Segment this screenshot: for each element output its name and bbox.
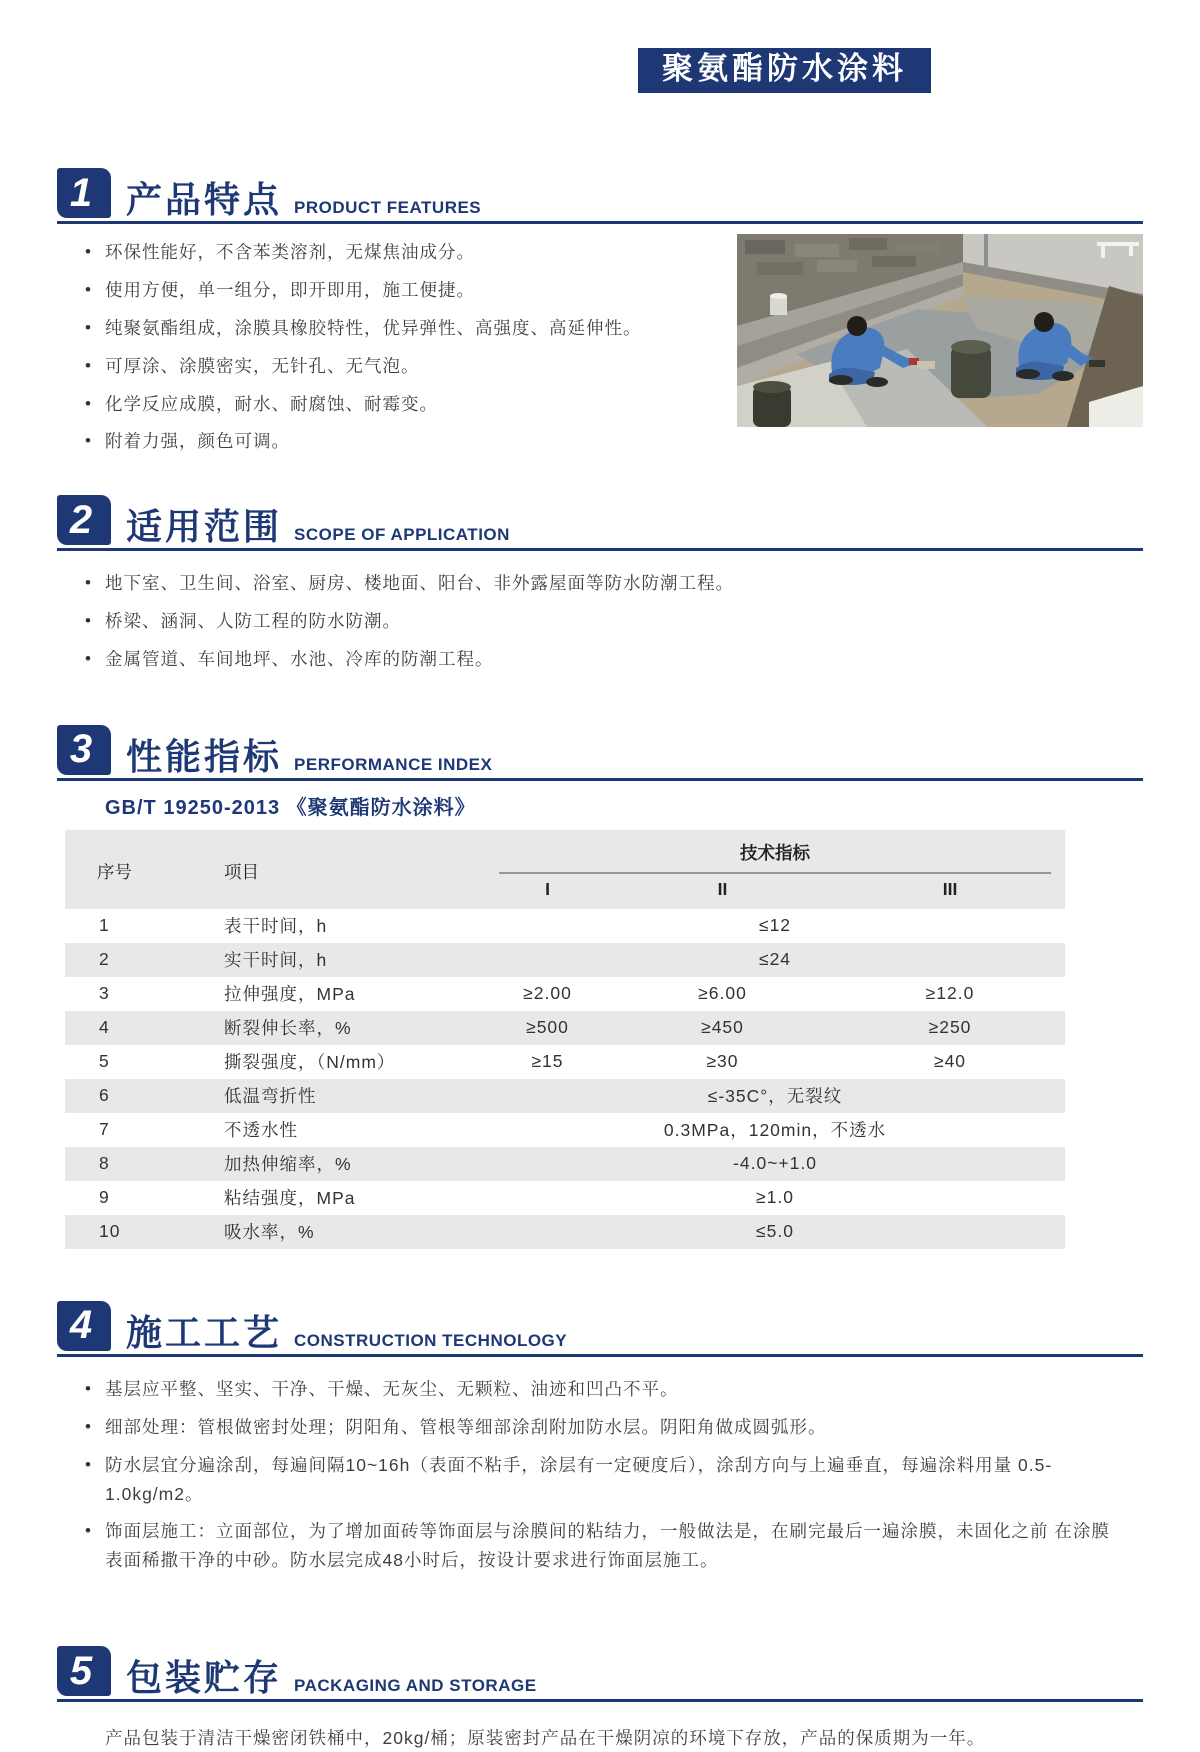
cell-item: 加热伸缩率，% (200, 1147, 485, 1181)
column-header-no: 序号 (65, 830, 200, 909)
features-content (57, 234, 1143, 465)
section-header-performance (57, 725, 1143, 781)
standard-reference: GB/T 19250-2013 《聚氨酯防水涂料》 (105, 796, 476, 819)
section-title-cn-features: 产品特点 (126, 179, 283, 220)
cell-value: ≤24 (485, 943, 1065, 977)
table-row (65, 1045, 1065, 1079)
section-header-features (57, 168, 1143, 224)
column-header-item: 项目 (200, 830, 485, 909)
section-header-construction (57, 1301, 1143, 1357)
product-photo (737, 234, 1143, 427)
list-item: • 防水层宜分遍涂刮，每遍间隔10~16h（表面不粘手，涂层有一定硬度后），涂刮方向与上遍垂直，每遍涂料用量 0.5-1.0kg/m2。 (85, 1451, 1123, 1509)
section-title-cn-construction: 施工工艺 (126, 1311, 283, 1353)
section-title-en-performance: PERFORMANCE INDEX (294, 754, 493, 774)
cell-item: 粘结强度，MPa (224, 1188, 356, 1209)
section-number-1: 1 (57, 168, 111, 218)
cell-value: 0.3MPa，120min，不透水 (663, 1120, 887, 1141)
cell-no: 10 (65, 1215, 200, 1249)
column-header-tech (485, 830, 1065, 874)
cell-value: ≤12 (758, 915, 792, 936)
performance-table (65, 830, 1065, 1249)
table-row (65, 1215, 1065, 1249)
cell-no: 5 (99, 1051, 110, 1072)
section-number-2: 2 (57, 495, 111, 545)
list-item: • 使用方便，单一组分，即开即用，施工便捷。 (85, 276, 729, 305)
cell-value: ≥40 (933, 1051, 967, 1072)
section-title-en-construction: CONSTRUCTION TECHNOLOGY (294, 1330, 568, 1350)
table-row (65, 1147, 1065, 1181)
cell-item: 吸水率，% (200, 1215, 485, 1249)
table-row (65, 1113, 1065, 1147)
page-title: 聚氨酯防水涂料 (638, 48, 931, 93)
construction-list (85, 1375, 1123, 1575)
cell-value: ≥6.00 (698, 983, 747, 1004)
cell-value: ≥1.0 (756, 1187, 794, 1208)
cell-item: 实干时间，h (200, 943, 485, 977)
section-title-en-scope: SCOPE OF APPLICATION (294, 525, 510, 545)
cell-no: 9 (99, 1187, 110, 1208)
cell-no: 6 (65, 1079, 200, 1113)
tech-index-label: 技术指标 (499, 840, 1051, 874)
list-item: • 地下室、卫生间、浴室、厨房、楼地面、阳台、非外露屋面等防水防潮工程。 (85, 569, 1143, 598)
table-row (65, 909, 1065, 943)
section-title-cn-scope: 适用范围 (126, 506, 283, 548)
cell-item: 不透水性 (224, 1120, 298, 1141)
section-number-5: 5 (57, 1646, 111, 1696)
cell-value: ≥30 (706, 1051, 739, 1072)
section-number-4: 4 (57, 1301, 111, 1351)
cell-no: 1 (99, 915, 110, 936)
cell-value: ≥450 (610, 1011, 835, 1045)
section-header-packaging (57, 1646, 1143, 1702)
list-item: • 桥梁、涵洞、人防工程的防水防潮。 (85, 607, 1143, 636)
section-number-3: 3 (57, 725, 111, 775)
packaging-text: 产品包装于清洁干燥密闭铁桶中，20kg/桶；原装密封产品在干燥阴凉的环境下存放，产品的保质期为一年。 (105, 1728, 986, 1749)
cell-no: 3 (99, 983, 110, 1004)
table-row (65, 1011, 1065, 1045)
cell-no: 2 (65, 943, 200, 977)
scope-list (85, 569, 1143, 674)
list-item: • 饰面层施工：立面部位，为了增加面砖等饰面层与涂膜间的粘结力，一般做法是，在刷完最后一遍涂膜，未固化之前 在涂膜表面稀撒干净的中砂。防水层完成48小时后，按设计要求进行饰面层施工。 (85, 1517, 1123, 1575)
list-item: • 金属管道、车间地坪、水池、冷库的防潮工程。 (85, 645, 1143, 674)
table-row (65, 1181, 1065, 1215)
section-title-en-packaging: PACKAGING AND STORAGE (294, 1676, 537, 1696)
table-row (65, 1079, 1065, 1113)
features-list (85, 238, 729, 465)
table-header (65, 830, 1065, 909)
grade-header-3: III (835, 874, 1065, 909)
cell-value: ≤5.0 (485, 1215, 1065, 1249)
cell-item: 拉伸强度，MPa (224, 984, 356, 1005)
cell-item: 表干时间，h (224, 916, 328, 937)
cell-no: 4 (65, 1011, 200, 1045)
list-item: • 基层应平整、坚实、干净、干燥、无灰尘、无颗粒、油迹和凹凸不平。 (85, 1375, 1123, 1404)
section-title-cn-packaging: 包装贮存 (126, 1657, 283, 1699)
cell-no: 8 (65, 1147, 200, 1181)
list-item: • 纯聚氨酯组成，涂膜具橡胶特性，优异弹性、高强度、高延伸性。 (85, 314, 729, 343)
section-header-scope (57, 495, 1143, 551)
list-item: • 可厚涂、涂膜密实，无针孔、无气泡。 (85, 352, 729, 381)
cell-value: ≥15 (531, 1051, 564, 1072)
cell-item: 低温弯折性 (200, 1079, 485, 1113)
cell-value: -4.0~+1.0 (485, 1147, 1065, 1181)
cell-value: ≤-35C°，无裂纹 (485, 1079, 1065, 1113)
cell-value: ≥12.0 (925, 983, 975, 1004)
list-item: • 环保性能好，不含苯类溶剂，无煤焦油成分。 (85, 238, 729, 267)
cell-item: 撕裂强度，（N/mm） (224, 1052, 396, 1073)
grade-header-1: I (485, 874, 610, 909)
section-title-cn-performance: 性能指标 (126, 735, 283, 777)
list-item: • 附着力强，颜色可调。 (85, 427, 729, 456)
cell-item: 断裂伸长率，% (200, 1011, 485, 1045)
cell-no: 7 (99, 1119, 110, 1140)
list-item: • 化学反应成膜，耐水、耐腐蚀、耐霉变。 (85, 390, 729, 419)
table-row (65, 977, 1065, 1011)
table-row (65, 943, 1065, 977)
cell-value: ≥250 (835, 1011, 1065, 1045)
section-title-en-features: PRODUCT FEATURES (294, 198, 482, 217)
cell-value: ≥2.00 (523, 983, 572, 1004)
list-item: • 细部处理：管根做密封处理；阴阳角、管根等细部涂刮附加防水层。阴阳角做成圆弧形。 (85, 1413, 1123, 1442)
cell-value: ≥500 (485, 1011, 610, 1045)
grade-header-2: II (610, 874, 835, 909)
